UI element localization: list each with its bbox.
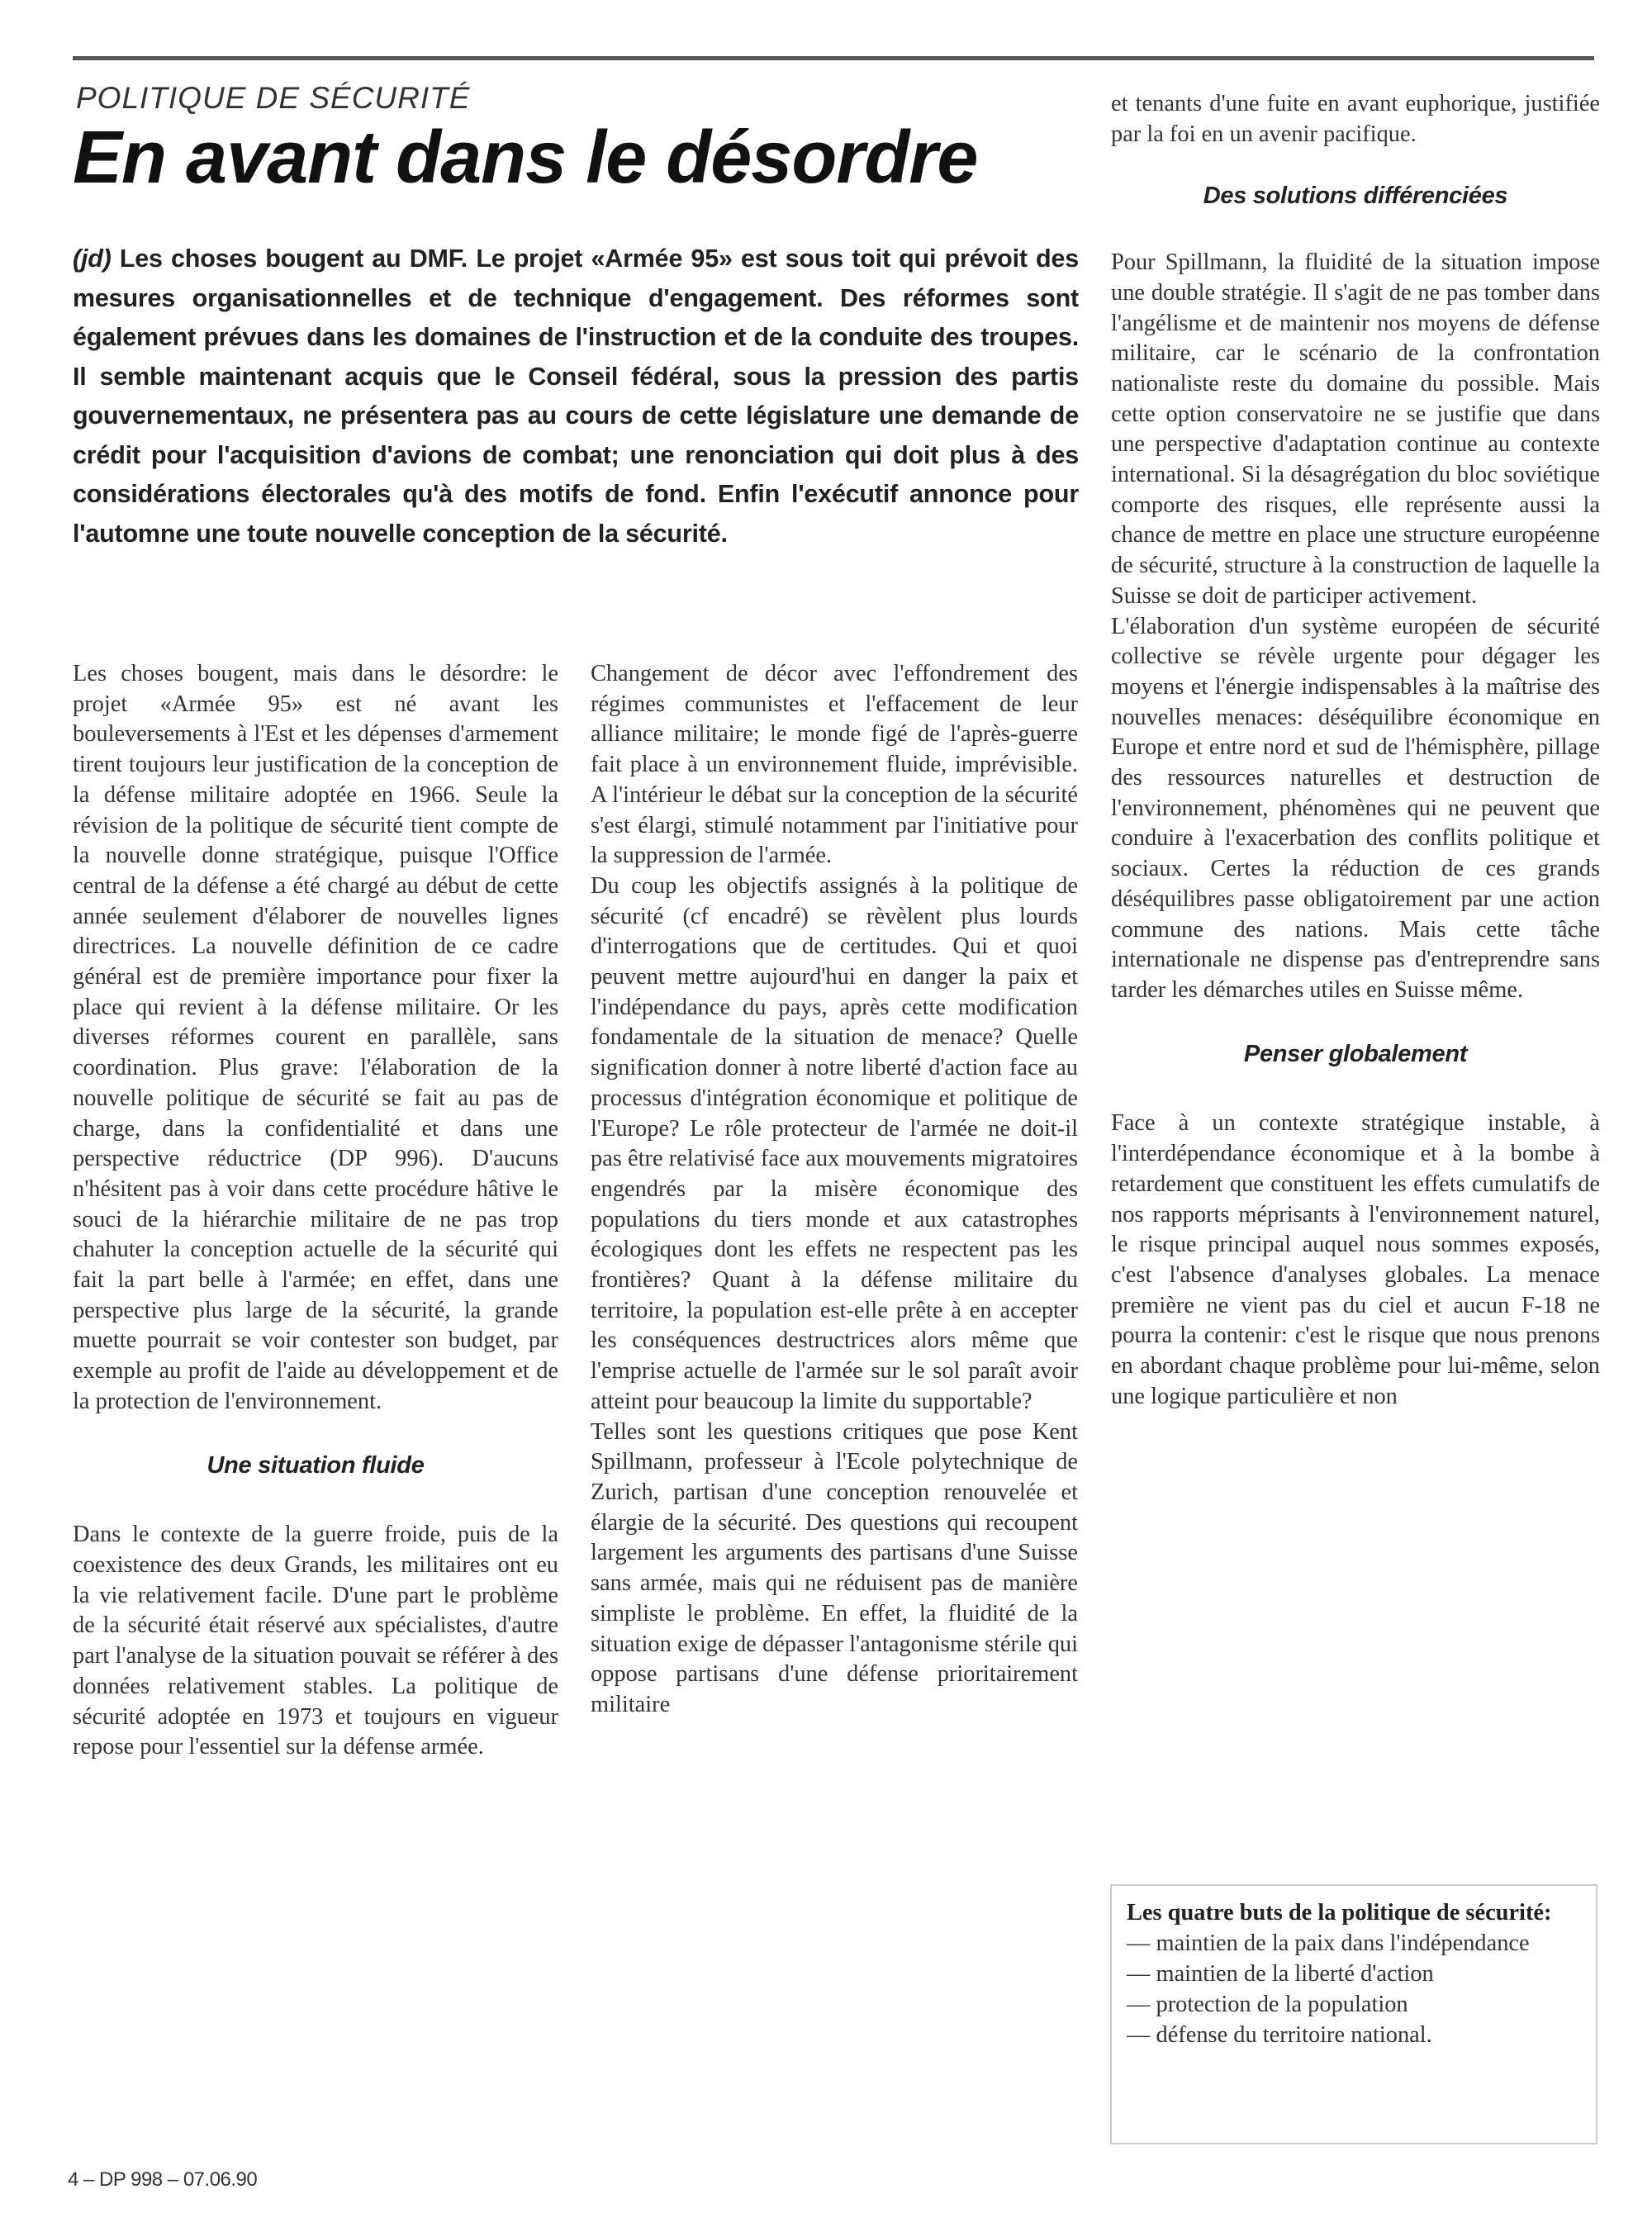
paragraph: Pour Spillmann, la fluidité de la situation impose une double stratégie. Il s'agit de ne pas tomber dans l'angélisme et de maintenir nos moyens de défense militaire, car le scénario de la confrontation nationaliste reste du domaine du possible. Mais cette option conservatoire ne se justifie que dans une perspective d'adaptation continue au contexte international. Si la désagrégation du bloc soviétique comporte des risques, elle représente aussi la chance de mettre en place une structure européenne de sécurité, structure à la construction de laquelle la Suisse se doit de participer activement. <box>1111 249 1600 609</box>
column-2 <box>591 659 1078 1721</box>
page-footer: 4 – DP 998 – 07.06.90 <box>68 2168 258 2191</box>
column-3 <box>1111 89 1600 1412</box>
subheading: Une situation fluide <box>206 1451 425 1479</box>
paragraph: Dans le contexte de la guerre froide, puis de la coexistence des deux Grands, les militaires ont eu la vie relativement facile. D'une part le problème de la sécurité était réservé aux spécialistes, d'autre part l'analyse de la situation pouvait se référer à des données relativement stables. La politique de sécurité adoptée en 1973 et toujours en vigueur repose pour l'essentiel sur la défense armée. <box>73 1522 558 1760</box>
paragraph: et tenants d'une fuite en avant euphorique, justifiée par la foi en un avenir pacifique. <box>1111 91 1600 147</box>
list-item: — maintien de la paix dans l'indépendance <box>1127 1928 1581 1959</box>
author-tag: (jd) <box>73 245 112 273</box>
paragraph: Les choses bougent, mais dans le désordre: le projet «Armée 95» est né avant les bouleversements à l'Est et les dépenses d'armement tirent toujours leur justification de la conception de la défense militaire adoptée en 1966. Seule la révision de la politique de sécurité tient compte de la nouvelle donne stratégique, puisque l'Office central de la défense a été chargé au début de cette année seulement d'élaborer de nouvelles lignes directrices. La nouvelle définition de ce cadre général est de première importance pour fixer la place qui revient à la défense militaire. Or les diverses réformes courent en parallèle, sans coordination. Plus grave: l'élaboration de la nouvelle politique de sécurité se fait au pas de charge, dans la confidentialité et dans une perspective réductrice (DP 996). D'aucuns n'hésitent pas à voir dans cette procédure hâtive le souci de la hiérarchie militaire de ne pas trop chahuter la conception actuelle de la sécurité qui fait la part belle à l'armée; en effet, dans une perspective plus large de la sécurité, la grande muette pourrait se voir contester son budget, par exemple au profit de l'aide au développement et de la protection de l'environnement. <box>73 661 558 1414</box>
paragraph: Du coup les objectifs assignés à la politique de sécurité (cf encadré) se rèvèlent plus lourds d'interrogations que de certitudes. Qui et quoi peuvent mettre aujourd'hui en danger la paix et l'indépendance du pays, après cette modification fondamentale de la situation de menace? Quelle signification donner à notre liberté d'action face au processus d'intégration économique et politique de l'Europe? Le rôle protecteur de l'armée ne doit-il pas être relativisé face aux mouvements migratoires engendrés par la misère économique des populations du tiers monde et aux catastrophes écologiques dont les effets ne respectent pas les frontières? Quant à la défense militaire du territoire, la population est-elle prête à en accepter les conséquences destructrices alors même que l'emprise actuelle de l'armée sur le sol paraît avoir atteint pour beaucoup la limite du supportable? <box>591 872 1078 1414</box>
list-item: — défense du territoire national. <box>1127 2020 1581 2050</box>
paragraph: L'élaboration d'un système européen de sécurité collective se révèle urgente pour dégager les moyens et l'énergie indispensables à la maîtrise des nouvelles menaces: déséquilibre économique en Europe et entre nord et sud de l'hémisphère, pillage des ressources naturelles et destruction de l'environnement, phénomènes qui ne peuvent que conduire à l'exacerbation des conflits politique et sociaux. Certes la réduction de ces grands déséquilibres passe obligatoirement par une action commune des nations. Mais cette tâche internationale ne dispense pas d'entreprendre sans tarder les démarches utiles en Suisse même. <box>1111 613 1600 1003</box>
article-headline: En avant dans le désordre <box>73 116 978 199</box>
paragraph: Face à un contexte stratégique instable, à l'interdépendance économique et à la bombe à retardement que constituent les effets cumulatifs de nos rapports méprisants à l'environnement naturel, le risque principal auquel nous sommes exposés, c'est l'absence d'analyses globales. La menace première ne vient pas du ciel et aucun F-18 ne pourra la contenir: c'est le risque que nous prenons en abordant chaque problème pour lui-même, selon une logique particulière et non <box>1111 1110 1600 1409</box>
column-1 <box>73 659 558 1763</box>
paragraph: Telles sont les questions critiques que pose Kent Spillmann, professeur à l'Ecole polytechnique de Zurich, partisan d'une conception renouvelée et élargie de la sécurité. Des questions qui recoupent largement les arguments des partisans d'une Suisse sans armée, mais qui ne réduisent pas de manière simpliste le problème. En effet, la fluidité de la situation exige de dépasser l'antagonisme stérile qui oppose partisans d'une défense prioritairement militaire <box>591 1418 1078 1717</box>
goals-list <box>1127 1928 1581 2050</box>
article-lead <box>73 240 1079 553</box>
box-title: Les quatre buts de la politique de sécurité: <box>1127 1900 1552 1926</box>
top-rule <box>73 56 1594 60</box>
lead-text: Les choses bougent au DMF. Le projet «Armée 95» est sous toit qui prévoit des mesures organisationnelles et de technique d'engagement. Des réformes sont également prévues dans les domaines de l'instruction et de la conduite des troupes. Il semble maintenant acquis que le Conseil fédéral, sous la pression des partis gouvernementaux, ne présentera pas au cours de cette législature une demande de crédit pour l'acquisition d'avions de combat; une renonciation qui doit plus à des considérations électorales qu'à des motifs de fond. Enfin l'exécutif annonce pour l'automne une toute nouvelle conception de la sécurité. <box>73 245 1079 548</box>
section-kicker: POLITIQUE DE SÉCURITÉ <box>76 81 471 115</box>
subheading: Penser globalement <box>1243 1040 1468 1067</box>
paragraph: Changement de décor avec l'effondrement des régimes communistes et l'effacement de leur alliance militaire; le monde figé de l'après-guerre fait place à un environnement fluide, imprévisible. A l'intérieur le débat sur la conception de la sécurité s'est élargi, stimulé notamment par l'initiative pour la suppression de l'armée. <box>591 661 1078 869</box>
sidebar-box <box>1110 1884 1597 2144</box>
subheading: Des solutions différenciées <box>1203 183 1508 210</box>
list-item: — protection de la population <box>1127 1989 1581 2020</box>
list-item: — maintien de la liberté d'action <box>1127 1959 1581 1989</box>
